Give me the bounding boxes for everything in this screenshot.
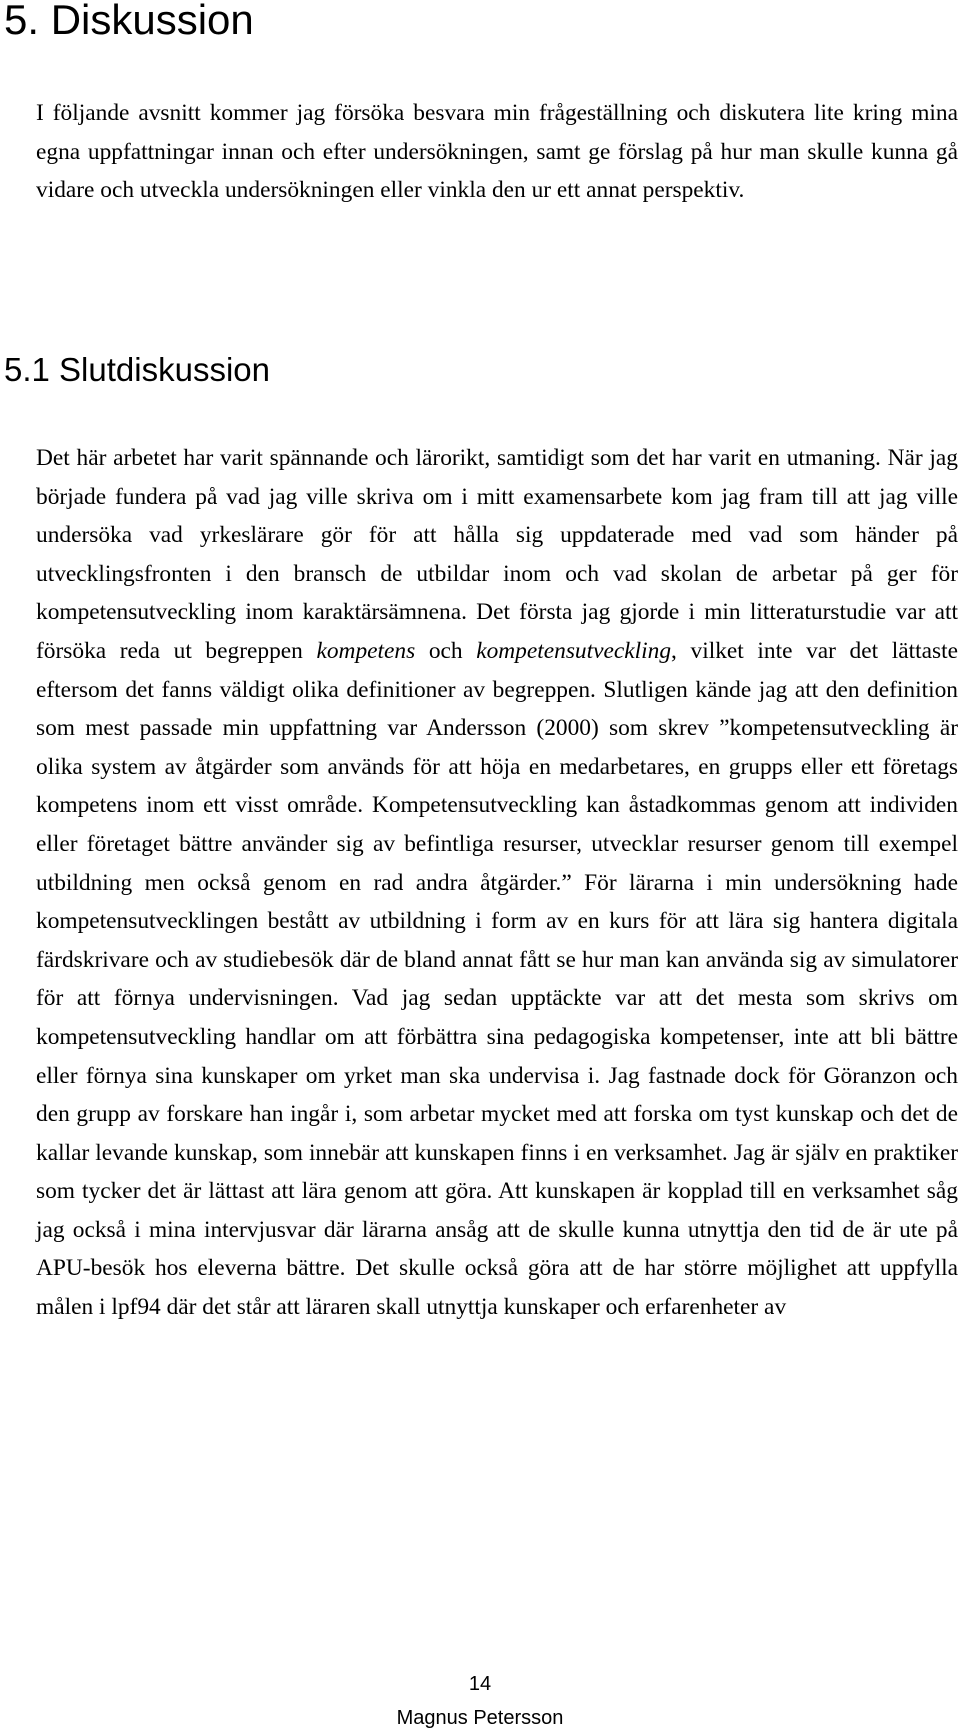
discussion-text: och — [415, 637, 477, 664]
intro-paragraph: I följande avsnitt kommer jag försöka besvara min frågeställning och diskutera lite kring mina egna uppfattningar innan och efter undersökningen, samt ge förslag på hur man skulle kunna gå vidare och utveckla undersökningen eller vinkla den ur ett annat perspektiv. — [36, 100, 958, 203]
footer-author: Magnus Petersson — [396, 1707, 564, 1729]
section-heading: 5.1 Slutdiskussion — [4, 351, 270, 388]
discussion-text: Det här arbetet har varit spännande och lärorikt, samtidigt som det har varit en utmaning. När jag började fundera på vad jag ville skriva om i mitt examensarbete kom jag fram till att jag ville undersöka vad yrkeslärare gör för att hålla sig uppdaterade med vad som händer på utvecklingsfronten i den bransch de utbildar inom och vad skolan de arbetar på ger för kompetensutveckling inom karaktärsämnena. Det första jag gjorde i min litteraturstudie var att försöka reda ut begreppen — [36, 445, 958, 664]
term-kompetens: kompetens — [316, 637, 416, 664]
page-number: 14 — [468, 1673, 492, 1695]
discussion-paragraph — [36, 439, 958, 1327]
term-kompetensutveckling: kompetensutveckling — [476, 637, 672, 664]
discussion-text: , vilket inte var det lättaste eftersom det fanns väldigt olika definitioner av begreppen. Slutligen kände jag att den definition som mest passade min uppfattning var Andersson (2000) som skrev ”kompetensutveckling är olika system av åtgärder som används för att höja en medarbetares, en grupps eller ett företags kompetens inom ett visst område. Kompetensutveckling kan åstadkommas genom att individen eller företaget bättre använder sig av befintliga resurser, utvecklar resurser genom till exempel utbildning men också genom en rad andra åtgärder.” För lärarna i min undersökning hade kompetensutvecklingen bestått av utbildning i form av en kurs för att lära sig hantera digitala färdskrivare och av studiebesök där de bland annat fått se hur man kan använda sig av simulatorer för att förnya undervisningen. Vad jag sedan upptäckte var att det mesta som skrivs om kompetensutveckling handlar om att förbättra sina pedagogiska kompetenser, inte att bli bättre eller förnya sina kunskaper om yrket man ska undervisa i. Jag fastnade dock för Göranzon och den grupp av forskare han ingår i, som arbetar mycket med att forska om tyst kunskap och det de kallar levande kunskap, som innebär att kunskapen finns i en verksamhet. Jag är själv en praktiker som tycker det är lättast att lära genom att göra. Att kunskapen är kopplad till en verksamhet såg jag också i mina intervjusvar där lärarna ansåg att de skulle kunna utnyttja den tid de är ute på APU-besök hos eleverna bättre. Det skulle också göra att de har större möjlighet att uppfylla målen i lpf94 där det står att läraren skall utnyttja kunskaper och erfarenheter av — [36, 637, 958, 1321]
chapter-heading: 5. Diskussion — [4, 0, 254, 43]
